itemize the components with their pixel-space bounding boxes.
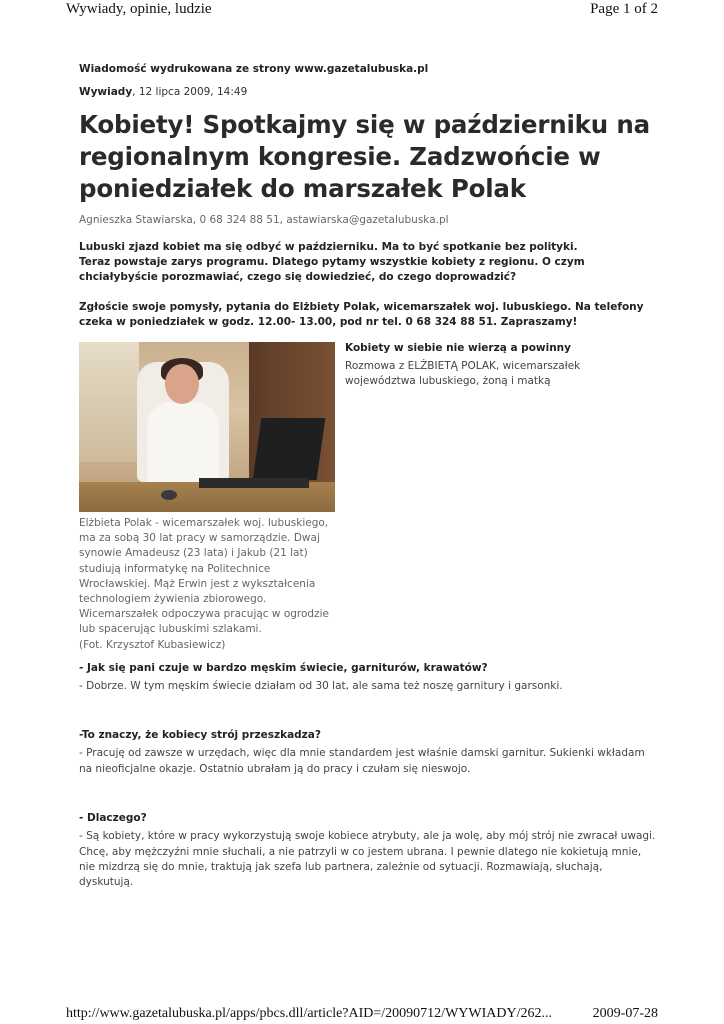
page-header-title: Wywiady, opinie, ludzie — [66, 1, 212, 17]
article — [79, 63, 659, 891]
qa-item — [79, 729, 659, 777]
interview-qa — [79, 662, 659, 891]
article-section[interactable]: Wywiady — [79, 86, 133, 98]
interview-intro — [345, 342, 645, 389]
photo-caption-text: Elżbieta Polak - wicemarszałek woj. lubuskiego, ma za sobą 30 lat pracy w samorządzie. Dwaj synowie Amadeusz (23 lata) i Jakub (21 lat) studiują informatykę na Politechnice Wrocławskiej. Mąż Erwin jest z wykształcenia technologiem żywienia zbiorowego. Wicemarszałek odpoczywa pracując w ogrodzie lub spacerując lubuskimi szlakami. — [79, 517, 329, 636]
photo-caption — [79, 516, 341, 653]
photo-section — [79, 342, 659, 651]
qa-item — [79, 662, 659, 694]
print-date: 2009-07-28 — [592, 1006, 658, 1021]
lead-paragraph: Teraz powstaje zarys programu. Dlatego pytamy wszystkie kobiety z regionu. O czym chciałybyście porozmawiać, czego się dowiedzieć, do czego doprowadzić? — [79, 256, 585, 283]
article-photo — [79, 342, 335, 512]
photo-credit: (Fot. Krzysztof Kubasiewicz) — [79, 638, 226, 651]
lead-paragraph: Zgłoście swoje pomysły, pytania do Elżbiety Polak, wicemarszałek woj. lubuskiego. Na telefony czeka w poniedziałek w godz. 12.00- 13.00, pod nr tel. 0 68 324 88 51. Zapraszamy! — [79, 301, 644, 328]
page-number: Page 1 of 2 — [590, 1, 658, 17]
lead-paragraph: Lubuski zjazd kobiet ma się odbyć w październiku. Ma to być spotkanie bez polityki. — [79, 241, 578, 253]
interview-subtitle: Rozmowa z ELŻBIETĄ POLAK, wicemarszałek województwa lubuskiego, żoną i matką — [345, 360, 581, 387]
article-dateline — [79, 86, 659, 98]
question: - Dlaczego? — [79, 812, 147, 825]
question: -To znaczy, że kobiecy strój przeszkadza? — [79, 729, 321, 742]
answer: - Są kobiety, które w pracy wykorzystują swoje kobiece atrybuty, ale ja wolę, aby mój strój nie zwracał uwagi. Chcę, aby mężczyźni mnie słuchali, a nie patrzyli w co jestem ubrana. I pewnie dlatego nie kokietują mnie, nie mizdrzą się do mnie, traktują jak szefa lub partnera, zależnie od sytuacji. Rozmawiają, słuchają, dyskutują. — [79, 830, 656, 889]
interview-title: Kobiety w siebie nie wierzą a powinny — [345, 342, 572, 354]
question: - Jak się pani czuje w bardzo męskim świecie, garniturów, krawatów? — [79, 662, 488, 674]
answer: - Dobrze. W tym męskim świecie działam od 30 lat, ale sama też noszę garnitury i garsonki. — [79, 680, 563, 692]
printed-from-notice: Wiadomość wydrukowana ze strony www.gazetalubuska.pl — [79, 63, 429, 75]
article-title: Kobiety! Spotkajmy się w październiku na regionalnym kongresie. Zadzwońcie w poniedziałek do marszałek Polak — [79, 110, 650, 203]
article-lead — [79, 240, 659, 330]
answer: - Pracuję od zawsze w urzędach, więc dla mnie standardem jest właśnie damski garnitur. Sukienki wkładam na nieoficjalne okazje. Ostatnio ubrałam ją do pracy i czułam się nieswojo. — [79, 747, 645, 775]
article-author: Agnieszka Stawiarska, 0 68 324 88 51, astawiarska@gazetalubuska.pl — [79, 214, 449, 226]
page-url[interactable]: http://www.gazetalubuska.pl/apps/pbcs.dll/article?AID=/20090712/WYWIADY/262... — [66, 1006, 552, 1021]
article-date: , 12 lipca 2009, 14:49 — [132, 86, 248, 98]
qa-item — [79, 812, 659, 891]
